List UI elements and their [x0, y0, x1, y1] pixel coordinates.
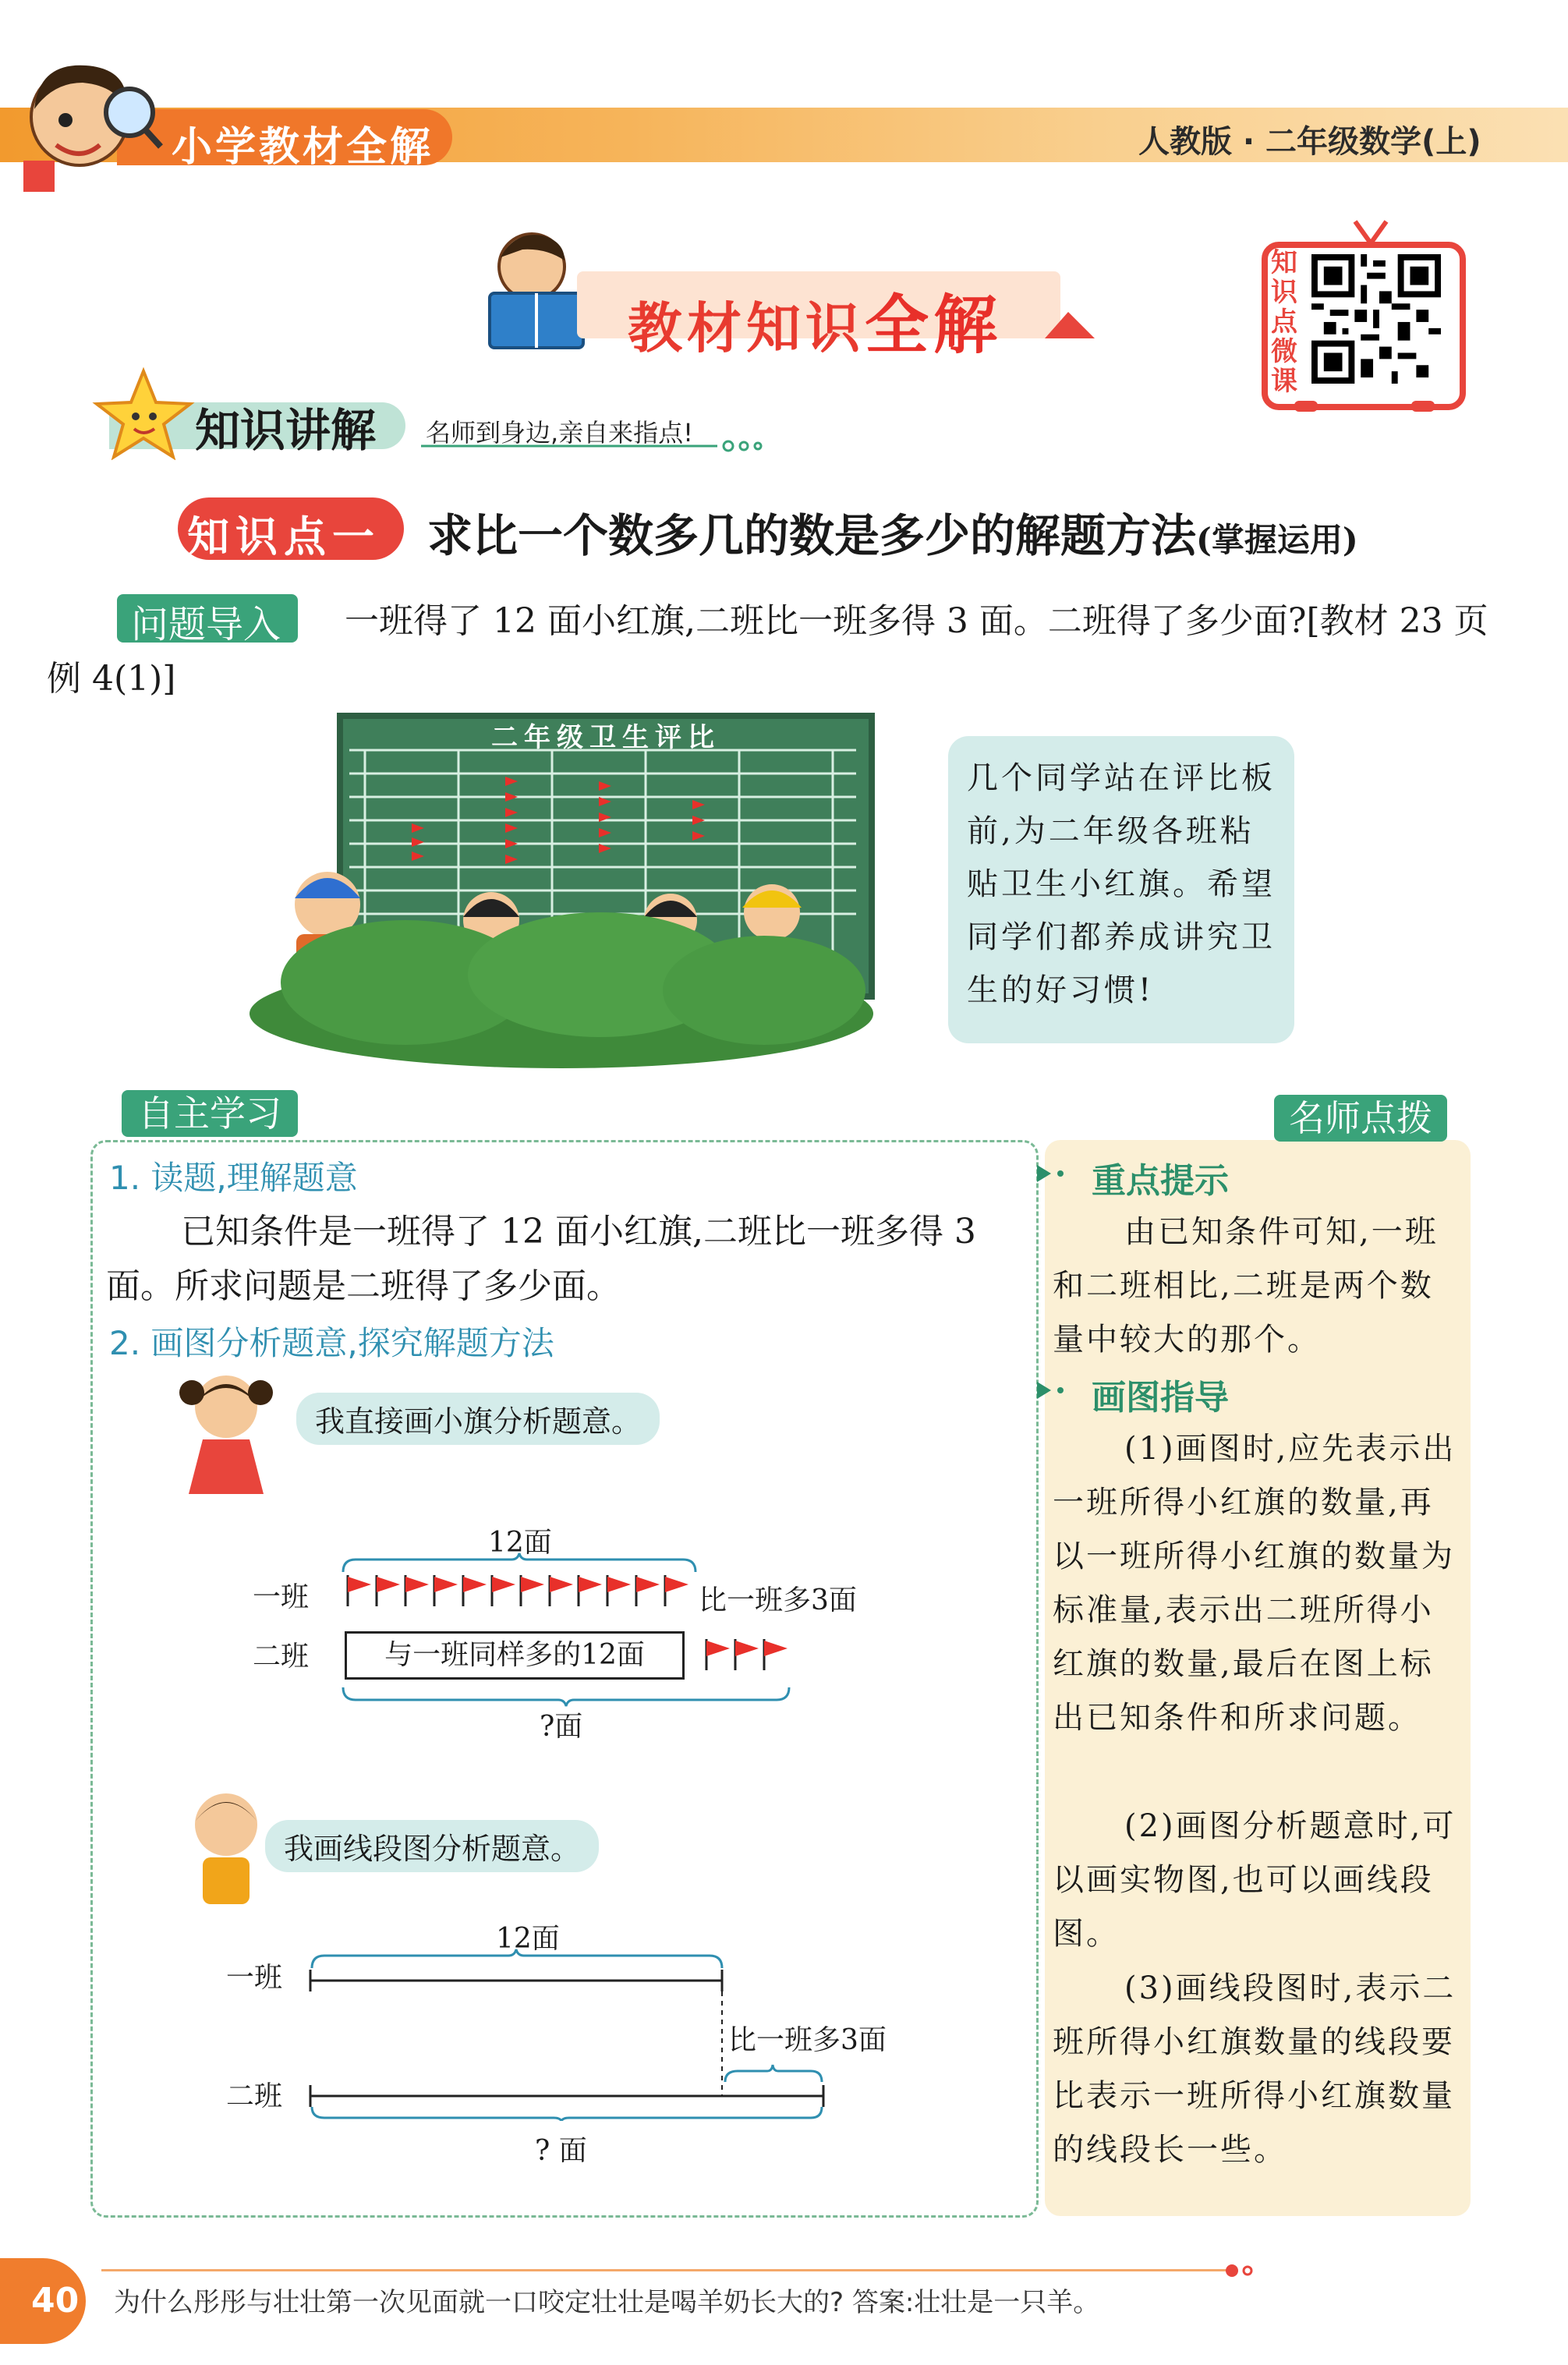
- red-flag-icon: [735, 1639, 759, 1670]
- knowledge-point-badge-text: 知识点一: [187, 512, 380, 561]
- section-title: [628, 274, 1002, 366]
- diagram1-flags-extra: [702, 1636, 795, 1675]
- children-bushes-illustration: [234, 858, 873, 1068]
- step1-text: 已知条件是一班得了 12 面小红旗,二班比一班多得 3 面。所求问题是二班得了多少面。: [106, 1212, 976, 1306]
- speech2: 我画线段图分析题意。: [265, 1820, 599, 1872]
- footer-dots-decoration: [1224, 2261, 1271, 2280]
- red-flag-icon: [492, 1575, 515, 1606]
- knowledge-point-title-main: 求比一个数多几的数是多少的解题方法: [427, 509, 1197, 562]
- red-flag-icon: [463, 1575, 487, 1606]
- girl-icon: [176, 1365, 278, 1497]
- red-flag-icon: [405, 1575, 429, 1606]
- series-title: 小学教材全解: [172, 124, 434, 171]
- diagram1-row2-label: 二班: [253, 1641, 310, 1673]
- tips-tab: 名师点拨: [1274, 1095, 1447, 1142]
- diagram1-row1-label: 一班: [253, 1581, 310, 1613]
- red-flag-icon: [434, 1575, 458, 1606]
- edition-label: 人教版 · 二年级数学(上): [1138, 124, 1481, 160]
- red-flag-icon: [607, 1575, 631, 1606]
- diagram2-top-label: 12面: [496, 1923, 560, 1955]
- tips-heading2: 画图指导: [1092, 1378, 1229, 1418]
- knowledge-point-mastery: (掌握运用): [1196, 521, 1358, 559]
- diagram1-flags-row1: [343, 1572, 702, 1611]
- diagram1-bottom-label: ?面: [540, 1711, 583, 1743]
- diagram2-row1-label: 一班: [226, 1962, 283, 1994]
- red-flag-icon: [348, 1575, 371, 1606]
- mascot-magnifier-icon: [8, 55, 164, 195]
- red-flag-icon: [521, 1575, 544, 1606]
- tv-feet-icon: [1279, 398, 1450, 421]
- speech-bubble-text: 几个同学站在评比板前,为二年级各班粘贴卫生小红旗。希望同学们都养成讲究卫生的好习惯!: [967, 760, 1276, 1008]
- red-flag-icon: [636, 1575, 660, 1606]
- qr-label: 知识点微课: [1271, 247, 1297, 397]
- red-flag-icon: [550, 1575, 573, 1606]
- dotted-line-decoration: [421, 437, 764, 455]
- section-title-part2: 全解: [865, 289, 1003, 363]
- tips-paragraph1: 由已知条件可知,一班和二班相比,二班是两个数量中较大的那个。: [1053, 1214, 1439, 1358]
- diagram2-row2-label: 二班: [226, 2080, 283, 2112]
- red-flag-icon: [579, 1575, 602, 1606]
- knowledge-label-subtitle: 名师到身边,亲自来指点!: [426, 418, 694, 448]
- step1-title: 1. 读题,理解题意: [109, 1159, 358, 1197]
- red-flag-icon: [706, 1639, 730, 1670]
- tips-paragraph4: (3)画线段图时,表示二班所得小红旗数量的线段要比表示一班所得小红旗数量的线段长一些。: [1053, 1970, 1457, 2168]
- footer-riddle: 为什么彤彤与壮壮第一次见面就一口咬定壮壮是喝羊奶长大的? 答案:壮壮是一只羊。: [114, 2287, 1100, 2318]
- tv-antenna-icon: [1340, 218, 1402, 250]
- diagram2-bottom-label: ? 面: [535, 2135, 587, 2167]
- knowledge-point-title: [427, 499, 1358, 565]
- tips-paragraph3: (2)画图分析题意时,可以画实物图,也可以画线段图。: [1053, 1808, 1457, 1952]
- boy-icon: [176, 1783, 278, 1915]
- footer-line: [101, 2269, 1232, 2271]
- diagram1-top-label: 12面: [488, 1527, 552, 1559]
- red-flag-icon: [377, 1575, 400, 1606]
- red-flag-icon: [665, 1575, 688, 1606]
- red-flag-icon: [764, 1639, 788, 1670]
- banner-tail-icon: [1045, 312, 1099, 343]
- diagram1-box: 与一班同样多的12面: [345, 1631, 685, 1680]
- diagram1-more-label: 比一班多3面: [699, 1584, 857, 1616]
- question-badge-text: 问题导入: [131, 603, 281, 646]
- tips-heading1: 重点提示: [1092, 1161, 1229, 1201]
- tips-paragraph2: (1)画图时,应先表示出一班所得小红旗的数量,再以一班所得小红旗的数量为标准量,表示出二班所得小红旗的数量,最后在图上标出已知条件和所求问题。: [1053, 1431, 1457, 1736]
- section-title-part1: 教材知识: [628, 296, 865, 360]
- tip-bullet-icon: [1034, 1162, 1081, 1185]
- page-number: 40: [0, 2258, 86, 2344]
- diagram2-more-label: 比一班多3面: [728, 2024, 887, 2056]
- self-study-tab: 自主学习: [122, 1090, 298, 1137]
- step2-title: 2. 画图分析题意,探究解题方法: [109, 1324, 554, 1362]
- star-icon: [92, 366, 201, 460]
- tip-bullet-icon: [1034, 1379, 1081, 1402]
- qr-code-icon[interactable]: [1311, 254, 1441, 384]
- question-text: 一班得了 12 面小红旗,二班比一班多得 3 面。二班得了多少面?[教材 23 页例 4(1)]: [47, 601, 1488, 699]
- knowledge-label-title: 知识讲解: [195, 404, 377, 457]
- board-title: 二年级卫生评比: [491, 722, 720, 753]
- speech1: 我直接画小旗分析题意。: [296, 1393, 660, 1445]
